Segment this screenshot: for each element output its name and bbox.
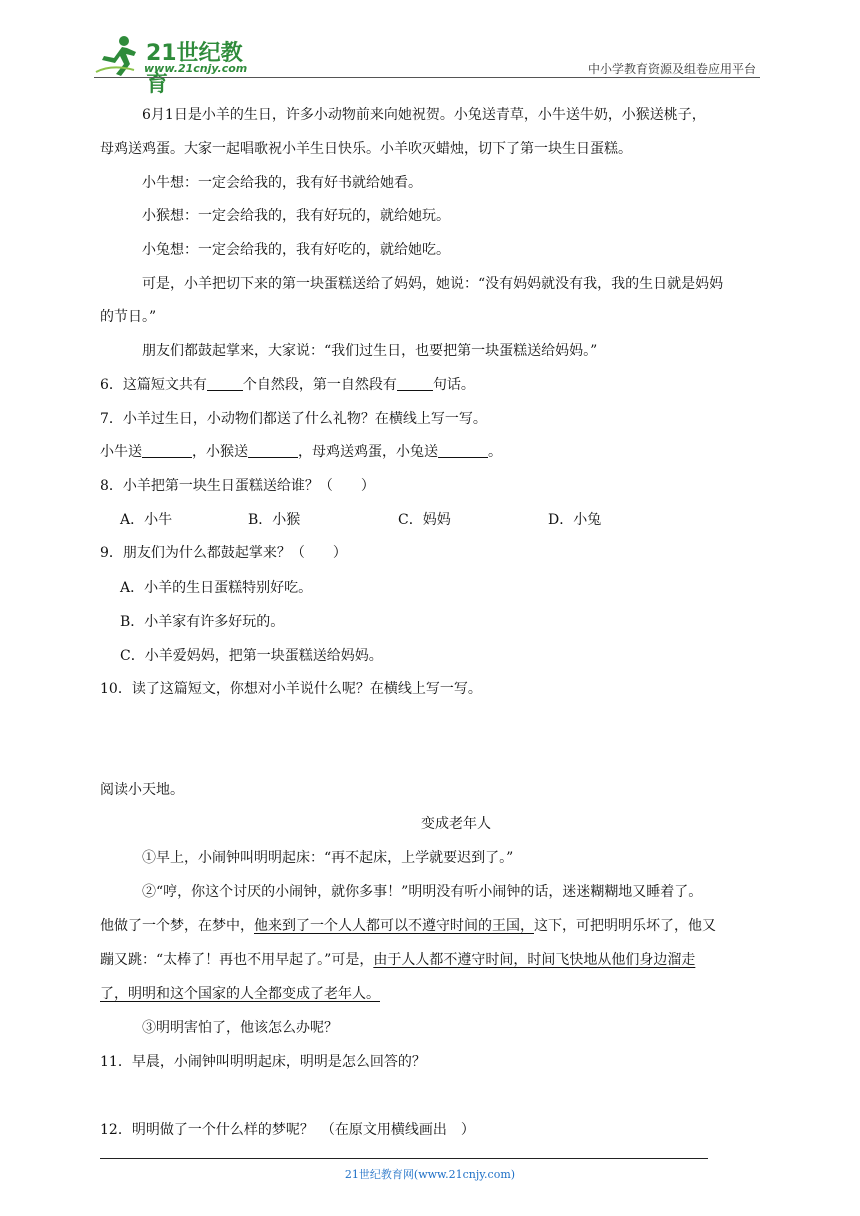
story2-intro: 阅读小天地。 — [100, 782, 184, 798]
q7-text-a: 小牛送 — [100, 444, 142, 460]
story2-underline-1: 他来到了一个人人都可以不遵守时间的王国， — [254, 918, 534, 934]
question-9: 9．朋友们为什么都鼓起掌来？（ ） — [100, 545, 347, 561]
q7-text-d: 。 — [488, 444, 502, 460]
runner-logo-icon — [94, 34, 144, 78]
story2-underline-2: 由于人人都不遵守时间，时间飞快地从他们身边溜走 — [373, 952, 696, 968]
q7-blank-cow[interactable] — [142, 443, 192, 458]
q6-text-a: 6．这篇短文共有 — [100, 377, 207, 393]
story1-p1a: 6月1日是小羊的生日，许多小动物前来向她祝贺。小兔送青草，小牛送牛奶，小猴送桃子， — [142, 107, 706, 123]
question-6 — [100, 376, 760, 394]
q9-option-a[interactable]: A．小羊的生日蛋糕特别好吃。 — [120, 580, 313, 596]
story1-p5b: 的节日。” — [100, 309, 157, 325]
story2-p3: ③明明害怕了，他该怎么办呢？ — [142, 1020, 338, 1036]
q6-blank-2[interactable] — [397, 376, 433, 391]
story2-title: 变成老年人 — [421, 816, 491, 832]
header-divider — [94, 77, 760, 78]
story1-p2: 小牛想：一定会给我的，我有好书就给她看。 — [142, 175, 422, 191]
story2-p2d — [100, 985, 760, 1003]
page-header — [94, 34, 760, 97]
q9-option-c[interactable]: C．小羊爱妈妈，把第一块蛋糕送给妈妈。 — [120, 648, 383, 664]
q6-text-b: 个自然段，第一自然段有 — [242, 377, 397, 393]
q8-option-b[interactable]: B．小猴 — [248, 512, 301, 528]
platform-name: 中小学教育资源及组卷应用平台 — [587, 62, 756, 76]
logo-text: 21世纪教育 — [146, 41, 243, 97]
q9-option-b[interactable]: B．小羊家有许多好玩的。 — [120, 614, 285, 630]
story2-p1: ①早上，小闹钟叫明明起床：“再不起床，上学就要迟到了。” — [142, 850, 514, 866]
q7-blank-rabbit[interactable] — [438, 443, 488, 458]
question-8: 8．小羊把第一块生日蛋糕送给谁？（ ） — [100, 478, 375, 494]
q7-text-c: ，母鸡送鸡蛋，小兔送 — [298, 444, 438, 460]
story2-p2c-text-1: 蹦又跳：“太棒了！再也不用早起了。”可是， — [100, 952, 374, 968]
q7-blank-monkey[interactable] — [248, 443, 298, 458]
story1-p6: 朋友们都鼓起掌来，大家说：“我们过生日，也要把第一块蛋糕送给妈妈。” — [142, 343, 598, 359]
question-7-blanks — [100, 443, 760, 461]
question-10: 10．读了这篇短文，你想对小羊说什么呢？在横线上写一写。 — [100, 681, 482, 697]
q6-text-c: 句话。 — [432, 377, 475, 393]
footer-text: 21世纪教育网(www.21cnjy.com) — [344, 1168, 516, 1181]
footer-divider — [100, 1158, 708, 1159]
q6-blank-1[interactable] — [207, 376, 243, 391]
q8-option-d[interactable]: D．小兔 — [548, 512, 602, 528]
story2-p2b-text-1: 他做了一个梦，在梦中， — [100, 918, 254, 934]
story1-p3: 小猴想：一定会给我的，我有好玩的，就给她玩。 — [142, 208, 450, 224]
story2-p2c — [100, 951, 760, 969]
story2-p2b — [100, 917, 760, 935]
story2-underline-3: 了，明明和这个国家的人全都变成了老年人。 — [100, 986, 380, 1002]
story1-p4: 小兔想：一定会给我的，我有好吃的，就给她吃。 — [142, 242, 450, 258]
logo-url: www.21cnjy.com — [144, 62, 248, 75]
story2-p2a: ②“哼，你这个讨厌的小闹钟，就你多事！”明明没有听小闹钟的话，迷迷糊糊地又睡着了。 — [142, 884, 703, 900]
q8-option-c[interactable]: C．妈妈 — [398, 512, 451, 528]
q7-text-b: ，小猴送 — [192, 444, 248, 460]
story1-p5a: 可是，小羊把切下来的第一块蛋糕送给了妈妈，她说：“没有妈妈就没有我，我的生日就是妈妈 — [142, 276, 724, 292]
question-7: 7．小羊过生日，小动物们都送了什么礼物？在横线上写一写。 — [100, 411, 487, 427]
question-11: 11．早晨，小闹钟叫明明起床，明明是怎么回答的？ — [100, 1054, 426, 1070]
q8-option-a[interactable]: A．小牛 — [120, 512, 173, 528]
story2-p2b-text-2: 这下，可把明明乐坏了，他又 — [534, 918, 716, 934]
question-12: 12．明明做了一个什么样的梦呢？ （在原文用横线画出 ） — [100, 1122, 475, 1138]
site-logo — [94, 34, 264, 97]
story1-p1b: 母鸡送鸡蛋。大家一起唱歌祝小羊生日快乐。小羊吹灭蜡烛，切下了第一块生日蛋糕。 — [100, 141, 632, 157]
